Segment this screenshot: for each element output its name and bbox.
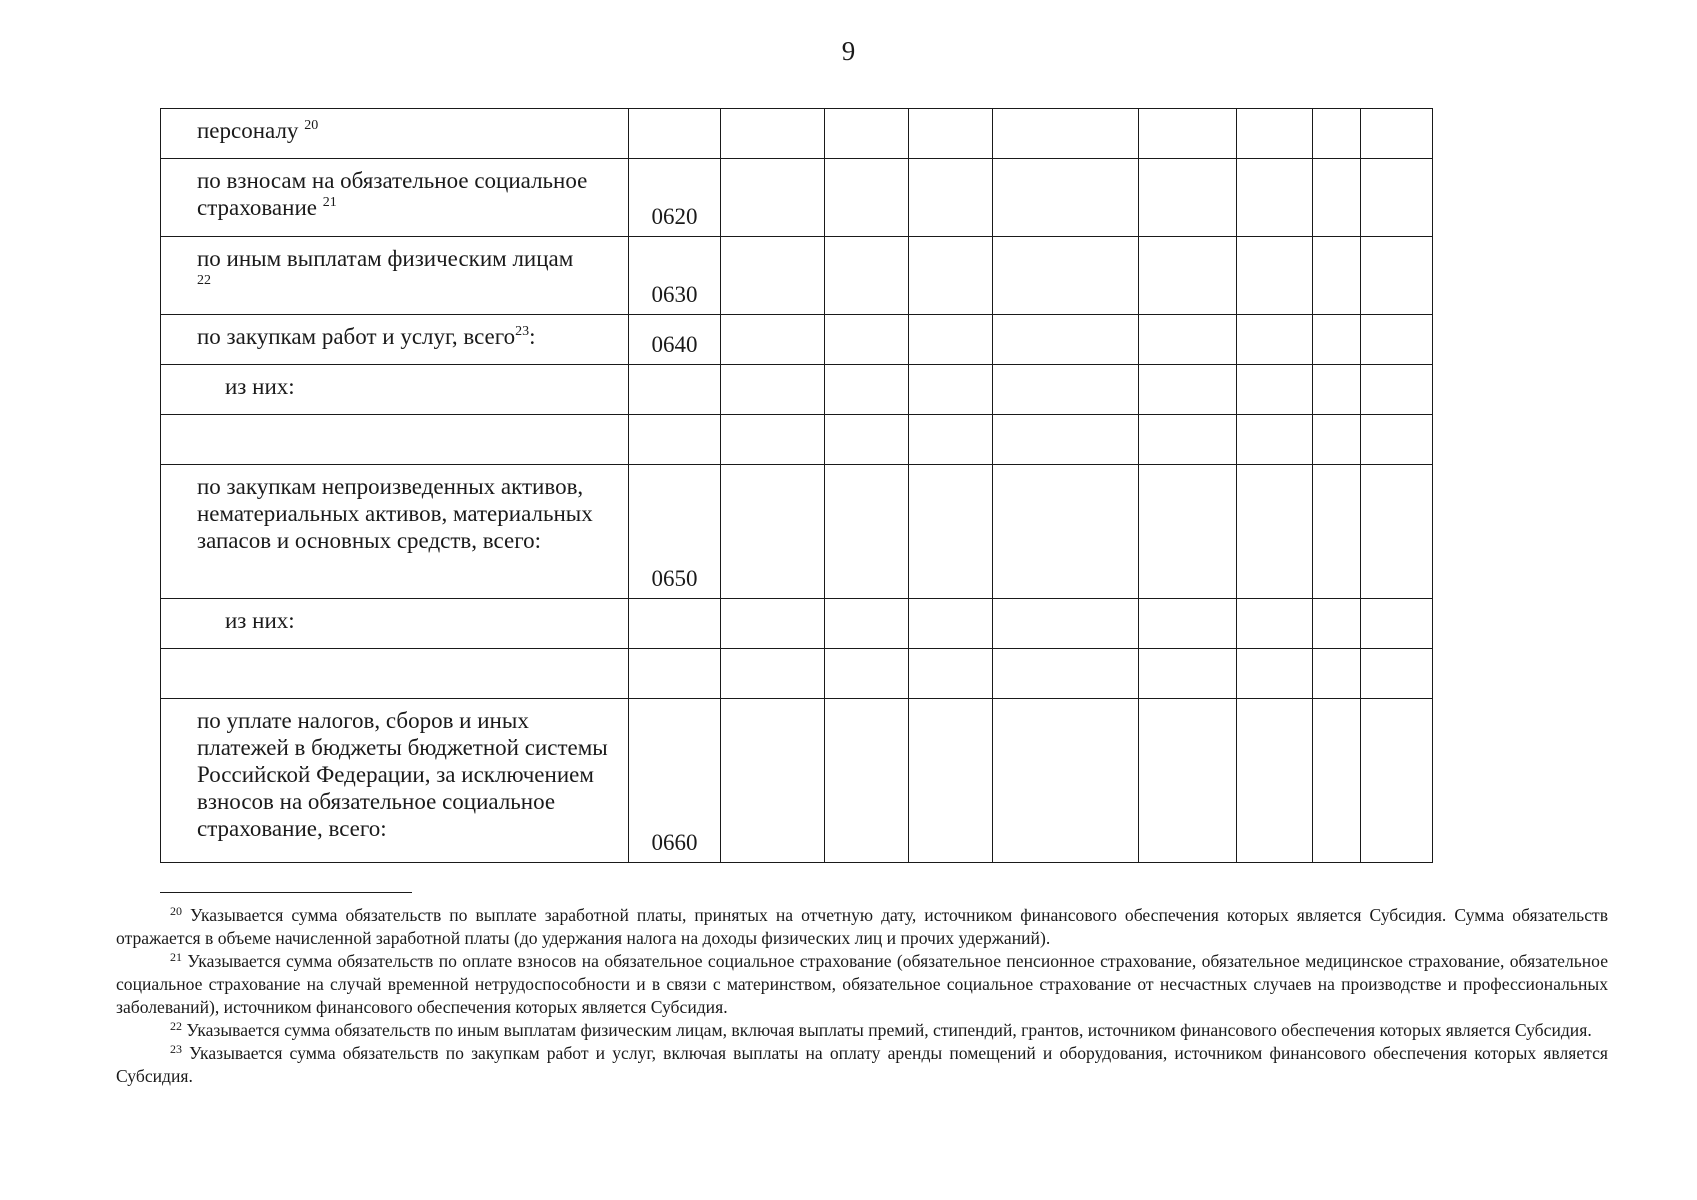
row-code-cell bbox=[629, 415, 721, 465]
data-cell bbox=[1313, 109, 1361, 159]
row-label-suffix: : bbox=[529, 324, 536, 349]
data-cell bbox=[721, 599, 825, 649]
table-row bbox=[161, 465, 1433, 599]
data-cell bbox=[993, 159, 1139, 237]
row-code-cell bbox=[629, 109, 721, 159]
data-cell bbox=[721, 315, 825, 365]
footnote-number: 23 bbox=[170, 1042, 182, 1056]
table-row bbox=[161, 599, 1433, 649]
data-cell bbox=[909, 159, 993, 237]
data-cell bbox=[825, 649, 909, 699]
data-cell bbox=[909, 109, 993, 159]
data-cell bbox=[721, 465, 825, 599]
data-cell bbox=[825, 465, 909, 599]
data-cell bbox=[1139, 699, 1237, 863]
data-cell bbox=[1139, 315, 1237, 365]
row-label: по иным выплатам физическим лицам bbox=[197, 246, 574, 271]
data-cell bbox=[1361, 365, 1433, 415]
data-cell bbox=[1139, 599, 1237, 649]
data-cell bbox=[1313, 159, 1361, 237]
data-cell bbox=[1313, 465, 1361, 599]
footnote-number: 21 bbox=[170, 950, 182, 964]
row-label: по закупкам непроизведенных активов, нематериальных активов, материальных запасов и основных средств, всего: bbox=[197, 474, 593, 553]
data-cell bbox=[721, 415, 825, 465]
data-cell bbox=[721, 237, 825, 315]
data-cell bbox=[1361, 699, 1433, 863]
data-cell bbox=[1237, 649, 1313, 699]
row-label-cell bbox=[161, 365, 629, 415]
data-cell bbox=[825, 415, 909, 465]
data-cell bbox=[1237, 109, 1313, 159]
data-cell bbox=[909, 599, 993, 649]
footnote-20 bbox=[116, 904, 1608, 950]
row-label: по закупкам работ и услуг, всего bbox=[197, 324, 516, 349]
footnote-number: 20 bbox=[170, 904, 182, 918]
table-row bbox=[161, 237, 1433, 315]
data-cell bbox=[909, 365, 993, 415]
row-code-cell bbox=[629, 649, 721, 699]
data-cell bbox=[993, 599, 1139, 649]
data-cell bbox=[1237, 699, 1313, 863]
data-cell bbox=[1313, 365, 1361, 415]
data-cell bbox=[1313, 415, 1361, 465]
data-cell bbox=[1361, 315, 1433, 365]
data-cell bbox=[825, 237, 909, 315]
data-cell bbox=[993, 465, 1139, 599]
data-cell bbox=[1361, 599, 1433, 649]
footnote-number: 22 bbox=[170, 1019, 182, 1033]
footnote-23 bbox=[116, 1042, 1608, 1088]
data-cell bbox=[1237, 365, 1313, 415]
table-row bbox=[161, 109, 1433, 159]
data-cell bbox=[1313, 599, 1361, 649]
row-label-cell bbox=[161, 699, 629, 863]
data-cell bbox=[1313, 315, 1361, 365]
footnote-22 bbox=[116, 1019, 1608, 1042]
data-cell bbox=[909, 237, 993, 315]
obligations-table bbox=[160, 108, 1433, 863]
data-cell bbox=[909, 315, 993, 365]
data-cell bbox=[909, 465, 993, 599]
row-label-cell bbox=[161, 649, 629, 699]
table-row bbox=[161, 315, 1433, 365]
data-cell bbox=[1237, 415, 1313, 465]
data-cell bbox=[825, 699, 909, 863]
data-cell bbox=[993, 109, 1139, 159]
row-label: персоналу bbox=[197, 118, 299, 143]
row-label-cell bbox=[161, 159, 629, 237]
footnote-21 bbox=[116, 950, 1608, 1019]
data-cell bbox=[1313, 237, 1361, 315]
footnote-ref: 20 bbox=[304, 118, 319, 133]
footnote-ref: 21 bbox=[322, 195, 337, 210]
data-cell bbox=[721, 109, 825, 159]
data-cell bbox=[1361, 159, 1433, 237]
data-cell bbox=[993, 315, 1139, 365]
data-cell bbox=[825, 315, 909, 365]
row-code-cell: 0620 bbox=[629, 159, 721, 237]
row-label-cell bbox=[161, 415, 629, 465]
data-cell bbox=[1313, 699, 1361, 863]
row-code-cell bbox=[629, 365, 721, 415]
data-cell bbox=[1237, 237, 1313, 315]
page-number: 9 bbox=[841, 36, 856, 66]
table-row bbox=[161, 365, 1433, 415]
data-cell bbox=[909, 649, 993, 699]
data-cell bbox=[1237, 159, 1313, 237]
data-cell bbox=[1139, 415, 1237, 465]
data-cell bbox=[1237, 315, 1313, 365]
footnote-text: Указывается сумма обязательств по закупкам работ и услуг, включая выплаты на оплату аренды помещений и оборудования, источником финансового обеспечения которых является Субсидия. bbox=[116, 1043, 1608, 1086]
row-label-cell bbox=[161, 109, 629, 159]
footnote-text: Указывается сумма обязательств по выплате заработной платы, принятых на отчетную дату, источником финансового обеспечения которых является Субсидия. Сумма обязательств отражается в объеме начисленной заработной платы (до удержания налога на доходы физических лиц и прочих удержаний). bbox=[116, 905, 1609, 948]
data-cell bbox=[721, 649, 825, 699]
data-cell bbox=[1361, 415, 1433, 465]
data-cell bbox=[825, 365, 909, 415]
data-cell bbox=[825, 159, 909, 237]
data-cell bbox=[1139, 237, 1237, 315]
row-label-cell bbox=[161, 465, 629, 599]
data-cell bbox=[1361, 649, 1433, 699]
data-cell bbox=[993, 237, 1139, 315]
row-code-cell: 0640 bbox=[629, 315, 721, 365]
table-row bbox=[161, 415, 1433, 465]
data-cell bbox=[1237, 465, 1313, 599]
data-cell bbox=[993, 365, 1139, 415]
data-cell bbox=[993, 415, 1139, 465]
data-cell bbox=[1313, 649, 1361, 699]
table-row bbox=[161, 649, 1433, 699]
data-cell bbox=[1237, 599, 1313, 649]
data-cell bbox=[993, 699, 1139, 863]
row-code-cell bbox=[629, 599, 721, 649]
row-label: из них: bbox=[225, 608, 295, 633]
row-label-cell bbox=[161, 237, 629, 315]
footnote-ref: 23 bbox=[515, 324, 530, 339]
data-cell bbox=[1139, 649, 1237, 699]
row-code-cell: 0660 bbox=[629, 699, 721, 863]
data-cell bbox=[1361, 465, 1433, 599]
row-label: по уплате налогов, сборов и иных платежей в бюджеты бюджетной системы Российской Федерации, за исключением взносов на обязательное социальное страхование, всего: bbox=[197, 708, 608, 841]
data-cell bbox=[1361, 237, 1433, 315]
footnote-separator bbox=[160, 892, 412, 893]
data-cell bbox=[1139, 109, 1237, 159]
data-cell bbox=[721, 699, 825, 863]
data-cell bbox=[909, 415, 993, 465]
data-cell bbox=[993, 649, 1139, 699]
data-cell bbox=[1139, 465, 1237, 599]
footnote-ref: 22 bbox=[197, 273, 211, 288]
data-cell bbox=[1361, 109, 1433, 159]
row-code-cell: 0630 bbox=[629, 237, 721, 315]
data-cell bbox=[721, 365, 825, 415]
footnote-text: Указывается сумма обязательств по иным выплатам физическим лицам, включая выплаты премий, стипендий, грантов, источником финансового обеспечения которых является Субсидия. bbox=[186, 1020, 1592, 1040]
row-label: из них: bbox=[225, 374, 295, 399]
row-label-cell bbox=[161, 599, 629, 649]
data-cell bbox=[721, 159, 825, 237]
table-row bbox=[161, 699, 1433, 863]
data-cell bbox=[1139, 365, 1237, 415]
data-cell bbox=[825, 109, 909, 159]
row-label: по взносам на обязательное социальное страхование bbox=[197, 168, 588, 220]
data-cell bbox=[825, 599, 909, 649]
table-row bbox=[161, 159, 1433, 237]
row-code-cell: 0650 bbox=[629, 465, 721, 599]
footnote-text: Указывается сумма обязательств по оплате взносов на обязательное социальное страхование (обязательное пенсионное страхование, обязательное медицинское страхование, обязательное социальное страхование на случай временной нетрудоспособности и в связи с материнством, обязательное социальное страхование от несчастных случаев на производстве и профессиональных заболеваний), источником финансового обеспечения которых является Субсидия. bbox=[116, 951, 1609, 1017]
row-label-cell bbox=[161, 315, 629, 365]
data-cell bbox=[1139, 159, 1237, 237]
footnotes bbox=[116, 904, 1608, 1088]
data-cell bbox=[909, 699, 993, 863]
